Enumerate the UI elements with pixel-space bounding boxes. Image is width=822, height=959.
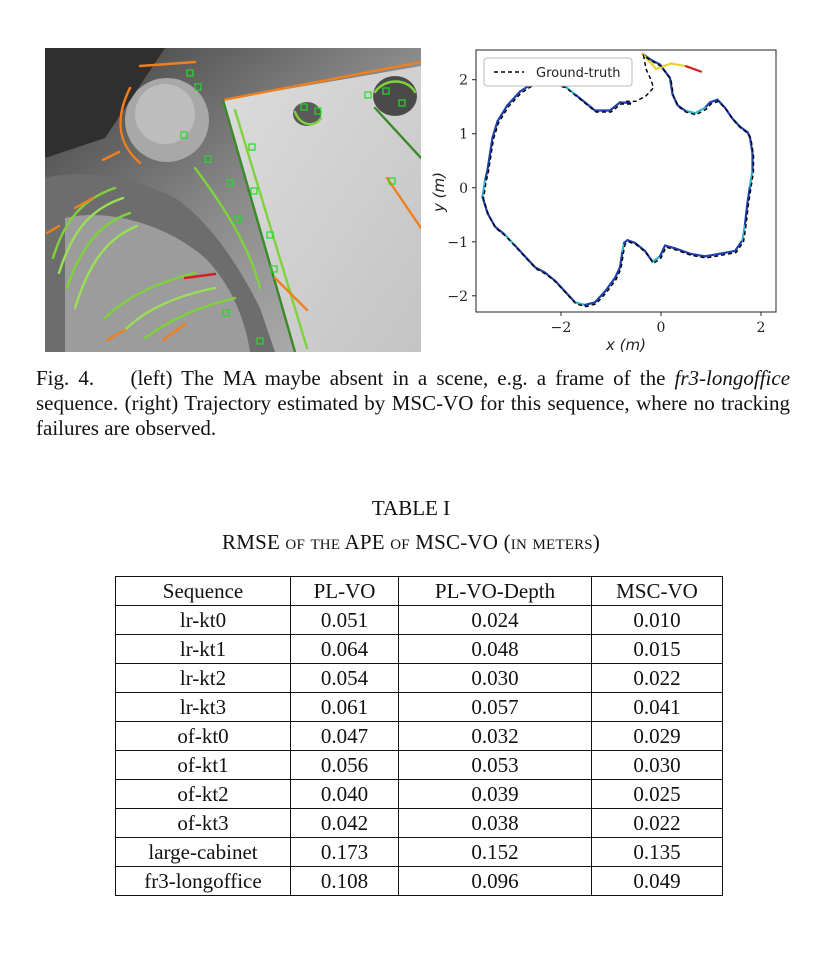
cell-msc-vo: 0.041 <box>592 693 723 722</box>
table-row <box>116 664 723 693</box>
caption-text-2: sequence. (right) Trajectory estimated by MSC-VO for this sequence, where no tracking failures are observed. <box>36 391 790 440</box>
cell-pl-vo-depth: 0.030 <box>399 664 592 693</box>
x-tick-label: −2 <box>550 320 572 336</box>
cell-msc-vo: 0.022 <box>592 809 723 838</box>
cell-sequence: lr-kt2 <box>116 664 291 693</box>
cell-pl-vo-depth: 0.024 <box>399 606 592 635</box>
cell-pl-vo-depth: 0.152 <box>399 838 592 867</box>
y-tick-label: −1 <box>447 234 468 251</box>
cell-pl-vo: 0.061 <box>291 693 399 722</box>
cell-msc-vo: 0.030 <box>592 751 723 780</box>
table-row <box>116 606 723 635</box>
caption-label: Fig. 4. <box>36 366 95 390</box>
table-row <box>116 635 723 664</box>
cell-msc-vo: 0.022 <box>592 664 723 693</box>
cell-pl-vo: 0.108 <box>291 867 399 896</box>
x-tick-label: 2 <box>756 320 766 336</box>
cell-sequence: of-kt3 <box>116 809 291 838</box>
cell-pl-vo: 0.047 <box>291 722 399 751</box>
cell-msc-vo: 0.025 <box>592 780 723 809</box>
header-msc-vo: MSC-VO <box>592 577 723 606</box>
table-header-row <box>116 577 723 606</box>
cell-pl-vo-depth: 0.039 <box>399 780 592 809</box>
table-row <box>116 722 723 751</box>
cell-pl-vo: 0.173 <box>291 838 399 867</box>
estimated-trajectory-segment <box>623 243 625 251</box>
cell-pl-vo-depth: 0.038 <box>399 809 592 838</box>
header-pl-vo: PL-VO <box>291 577 399 606</box>
legend-label: Ground-truth <box>536 66 621 81</box>
cell-pl-vo-depth: 0.053 <box>399 751 592 780</box>
cell-sequence: lr-kt0 <box>116 606 291 635</box>
cell-sequence: of-kt2 <box>116 780 291 809</box>
x-axis-label: x (m) <box>606 336 646 354</box>
cell-pl-vo-depth: 0.032 <box>399 722 592 751</box>
cell-pl-vo: 0.042 <box>291 809 399 838</box>
cell-sequence: lr-kt1 <box>116 635 291 664</box>
cell-pl-vo: 0.064 <box>291 635 399 664</box>
y-tick-label: 0 <box>459 180 468 197</box>
cell-sequence: of-kt0 <box>116 722 291 751</box>
caption-text-1: (left) The MA maybe absent in a scene, e.g. a frame of the <box>130 366 666 390</box>
y-tick-label: 2 <box>459 72 468 89</box>
plot-area-frame <box>476 50 776 312</box>
cell-sequence: lr-kt3 <box>116 693 291 722</box>
table-row <box>116 838 723 867</box>
header-pl-vo-depth: PL-VO-Depth <box>399 577 592 606</box>
table-row <box>116 693 723 722</box>
cell-sequence: fr3-longoffice <box>116 867 291 896</box>
camera-frame-image <box>45 48 421 352</box>
cell-pl-vo-depth: 0.048 <box>399 635 592 664</box>
trajectory-plot <box>428 42 788 360</box>
cell-msc-vo: 0.049 <box>592 867 723 896</box>
cell-pl-vo: 0.051 <box>291 606 399 635</box>
table-row <box>116 867 723 896</box>
y-tick-label: −2 <box>447 288 468 305</box>
figure-caption <box>36 366 790 441</box>
y-axis-label: y (m) <box>430 172 448 212</box>
cell-pl-vo: 0.040 <box>291 780 399 809</box>
cell-sequence: of-kt1 <box>116 751 291 780</box>
cell-pl-vo: 0.054 <box>291 664 399 693</box>
table-row <box>116 751 723 780</box>
y-tick-label: 1 <box>459 126 468 143</box>
table-label: TABLE I <box>371 496 451 520</box>
cell-msc-vo: 0.135 <box>592 838 723 867</box>
header-sequence: Sequence <box>116 577 291 606</box>
estimated-trajectory-segment <box>620 102 630 103</box>
caption-sequence-name: fr3-longoffice <box>674 366 791 390</box>
cell-msc-vo: 0.010 <box>592 606 723 635</box>
cell-msc-vo: 0.029 <box>592 722 723 751</box>
cell-pl-vo-depth: 0.057 <box>399 693 592 722</box>
cell-pl-vo: 0.056 <box>291 751 399 780</box>
table-title: RMSE of the APE of MSC-VO (in meters) <box>221 530 601 554</box>
cell-pl-vo-depth: 0.096 <box>399 867 592 896</box>
rmse-table <box>115 576 723 896</box>
legend <box>484 58 632 86</box>
x-tick-label: 0 <box>656 320 666 336</box>
cell-msc-vo: 0.015 <box>592 635 723 664</box>
table-row <box>116 809 723 838</box>
cell-sequence: large-cabinet <box>116 838 291 867</box>
table-row <box>116 780 723 809</box>
